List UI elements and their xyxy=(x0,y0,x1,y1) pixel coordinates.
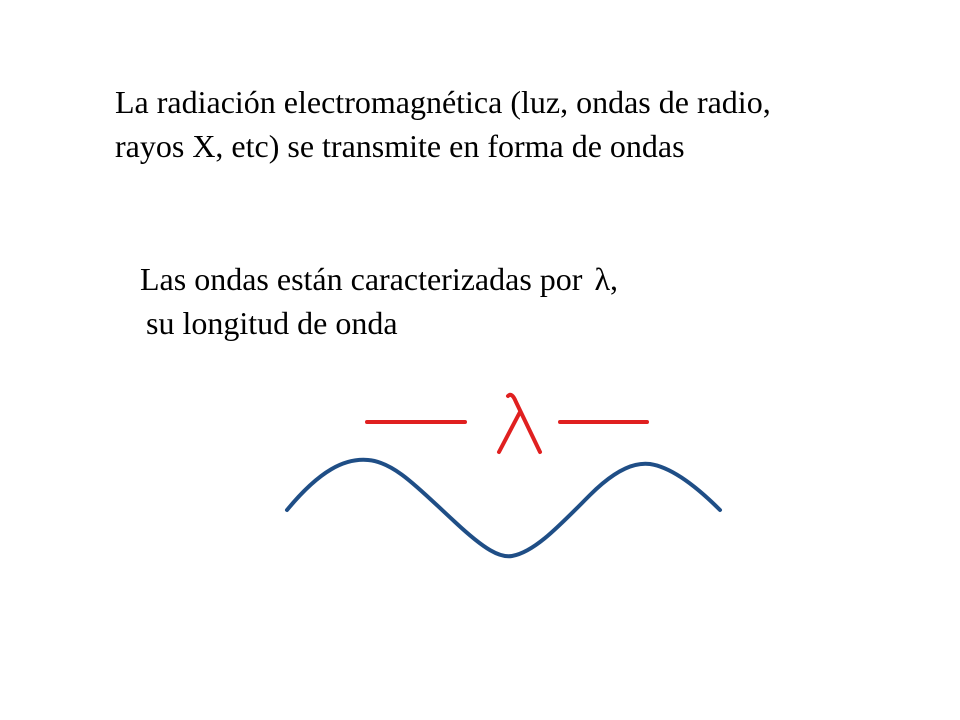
intro-line-2: rayos X, etc) se transmite en forma de ondas xyxy=(115,128,685,164)
lambda-symbol-text: λ, xyxy=(594,261,618,297)
intro-paragraph xyxy=(115,80,771,168)
characteristics-line-2: su longitud de onda xyxy=(146,305,398,341)
wave-curve xyxy=(287,460,720,557)
lambda-glyph xyxy=(499,395,540,452)
characteristics-paragraph xyxy=(140,257,618,345)
wavelength-indicator xyxy=(367,395,647,452)
intro-line-1: La radiación electromagnética (luz, ondas de radio, xyxy=(115,84,771,120)
characteristics-line-1 xyxy=(140,257,618,301)
characteristics-line-1-text: Las ondas están caracterizadas por xyxy=(140,261,583,297)
